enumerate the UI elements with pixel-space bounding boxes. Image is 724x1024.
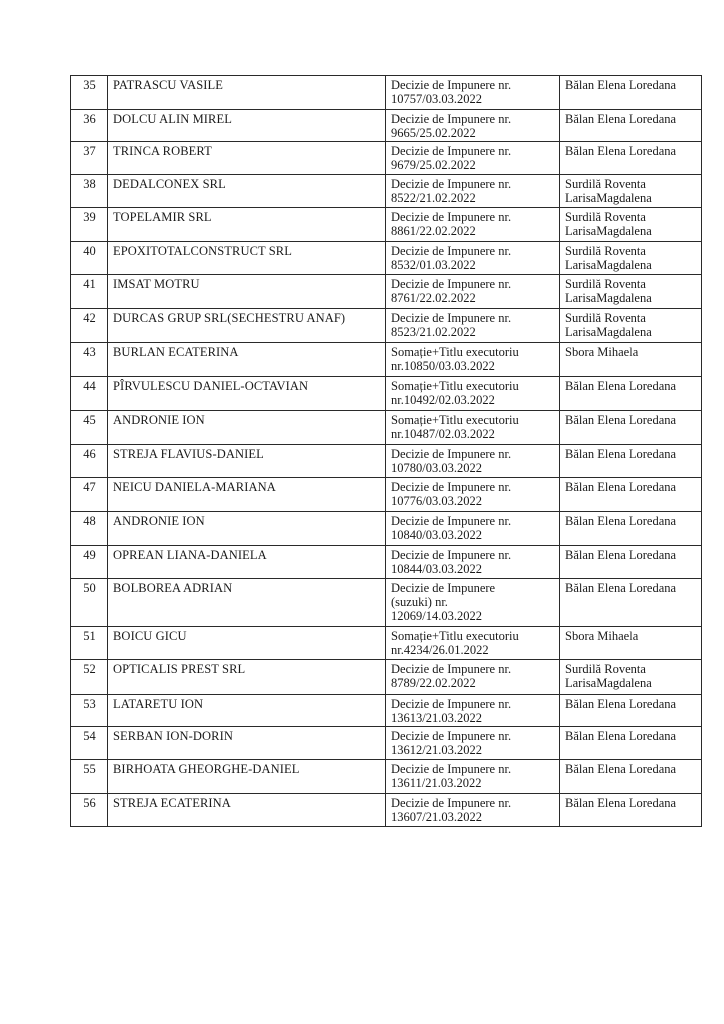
enforcement-act-line: Somație+Titlu executoriu <box>391 345 519 359</box>
enforcement-act <box>386 760 560 794</box>
row-number: 46 <box>71 445 108 478</box>
row-number: 44 <box>71 377 108 411</box>
responsible-officer <box>560 411 702 445</box>
table-row <box>71 579 702 627</box>
table-row <box>71 695 702 727</box>
responsible-officer-line: Magdalena <box>596 291 652 305</box>
responsible-officer-line: Magdalena <box>596 224 652 238</box>
responsible-officer-line: Bălan Elena Loredana <box>565 447 677 461</box>
responsible-officer-line: Surdilă Roventa Larisa <box>565 210 646 238</box>
row-number: 45 <box>71 411 108 445</box>
responsible-officer-line: Bălan Elena Loredana <box>565 581 677 595</box>
table-row <box>71 627 702 660</box>
enforcement-act <box>386 275 560 309</box>
responsible-officer <box>560 377 702 411</box>
responsible-officer <box>560 445 702 478</box>
row-number: 52 <box>71 660 108 695</box>
responsible-officer <box>560 727 702 760</box>
enforcement-act-line: 13613/21.03.2022 <box>391 711 482 725</box>
table-row <box>71 377 702 411</box>
responsible-officer-line: Magdalena <box>596 191 652 205</box>
taxpayer-name: BOICU GICU <box>108 627 386 660</box>
enforcement-act-line: Somație+Titlu executoriu <box>391 629 519 643</box>
responsible-officer <box>560 208 702 242</box>
table-row <box>71 512 702 546</box>
row-number: 54 <box>71 727 108 760</box>
table-row <box>71 727 702 760</box>
enforcement-act <box>386 695 560 727</box>
enforcement-act-line: 8522/21.02.2022 <box>391 191 476 205</box>
enforcement-act-line: 10776/03.03.2022 <box>391 494 482 508</box>
responsible-officer-line: Bălan Elena Loredana <box>565 379 677 393</box>
enforcement-act <box>386 579 560 627</box>
taxpayer-name: OPTICALIS PREST SRL <box>108 660 386 695</box>
taxpayer-name: DOLCU ALIN MIREL <box>108 110 386 142</box>
responsible-officer-line: Surdilă Roventa Larisa <box>565 177 646 205</box>
table-row <box>71 794 702 827</box>
taxpayer-name: BIRHOATA GHEORGHE-DANIEL <box>108 760 386 794</box>
row-number: 56 <box>71 794 108 827</box>
responsible-officer-line: Sbora Mihaela <box>565 345 639 359</box>
records-table <box>70 75 702 827</box>
enforcement-act <box>386 660 560 695</box>
responsible-officer-line: Bălan Elena Loredana <box>565 514 677 528</box>
responsible-officer <box>560 627 702 660</box>
table-row <box>71 309 702 343</box>
responsible-officer-line: Surdilă Roventa Larisa <box>565 277 646 305</box>
document-page <box>70 75 702 827</box>
row-number: 55 <box>71 760 108 794</box>
responsible-officer-line: Bălan Elena Loredana <box>565 729 677 743</box>
enforcement-act <box>386 727 560 760</box>
enforcement-act-line: Somație+Titlu executoriu <box>391 379 519 393</box>
enforcement-act <box>386 76 560 110</box>
enforcement-act-line: 12069/14.03.2022 <box>391 609 482 623</box>
enforcement-act-line: 8532/01.03.2022 <box>391 258 476 272</box>
row-number: 35 <box>71 76 108 110</box>
enforcement-act-line: 8789/22.02.2022 <box>391 676 476 690</box>
enforcement-act-line: 10840/03.03.2022 <box>391 528 482 542</box>
responsible-officer <box>560 546 702 579</box>
responsible-officer <box>560 760 702 794</box>
enforcement-act <box>386 242 560 275</box>
enforcement-act-line: nr.10850/03.03.2022 <box>391 359 495 373</box>
enforcement-act-line: 10780/03.03.2022 <box>391 461 482 475</box>
responsible-officer-line: Bălan Elena Loredana <box>565 144 677 158</box>
row-number: 48 <box>71 512 108 546</box>
taxpayer-name: SERBAN ION-DORIN <box>108 727 386 760</box>
taxpayer-name: IMSAT MOTRU <box>108 275 386 309</box>
taxpayer-name: PÎRVULESCU DANIEL-OCTAVIAN <box>108 377 386 411</box>
responsible-officer <box>560 242 702 275</box>
responsible-officer-line: Surdilă Roventa Larisa <box>565 311 646 339</box>
responsible-officer <box>560 660 702 695</box>
responsible-officer-line: Bălan Elena Loredana <box>565 78 677 92</box>
enforcement-act <box>386 478 560 512</box>
enforcement-act-line: nr.10487/02.03.2022 <box>391 427 495 441</box>
row-number: 39 <box>71 208 108 242</box>
enforcement-act-line: 9665/25.02.2022 <box>391 126 476 140</box>
enforcement-act-line: Decizie de Impunere nr. <box>391 480 512 494</box>
enforcement-act-line: Decizie de Impunere nr. <box>391 514 512 528</box>
enforcement-act-line: 8761/22.02.2022 <box>391 291 476 305</box>
enforcement-act <box>386 142 560 175</box>
enforcement-act-line: Decizie de Impunere nr. <box>391 662 512 676</box>
responsible-officer-line: Magdalena <box>596 258 652 272</box>
row-number: 40 <box>71 242 108 275</box>
responsible-officer <box>560 794 702 827</box>
table-row <box>71 546 702 579</box>
taxpayer-name: BOLBOREA ADRIAN <box>108 579 386 627</box>
responsible-officer <box>560 343 702 377</box>
table-row <box>71 660 702 695</box>
enforcement-act-line: Decizie de Impunere <box>391 581 496 595</box>
enforcement-act-line: Decizie de Impunere nr. <box>391 244 512 258</box>
enforcement-act-line: Decizie de Impunere nr. <box>391 697 512 711</box>
enforcement-act-line: Decizie de Impunere nr. <box>391 177 512 191</box>
enforcement-act <box>386 512 560 546</box>
responsible-officer-line: Bălan Elena Loredana <box>565 762 677 776</box>
enforcement-act-line: Decizie de Impunere nr. <box>391 112 512 126</box>
enforcement-act-line: nr.4234/26.01.2022 <box>391 643 489 657</box>
row-number: 41 <box>71 275 108 309</box>
enforcement-act <box>386 110 560 142</box>
enforcement-act <box>386 445 560 478</box>
table-row <box>71 208 702 242</box>
responsible-officer-line: Bălan Elena Loredana <box>565 413 677 427</box>
taxpayer-name: ANDRONIE ION <box>108 512 386 546</box>
row-number: 51 <box>71 627 108 660</box>
enforcement-act <box>386 627 560 660</box>
table-row <box>71 175 702 208</box>
enforcement-act <box>386 377 560 411</box>
responsible-officer-line: Sbora Mihaela <box>565 629 639 643</box>
enforcement-act-line: 13607/21.03.2022 <box>391 810 482 824</box>
row-number: 43 <box>71 343 108 377</box>
taxpayer-name: NEICU DANIELA-MARIANA <box>108 478 386 512</box>
responsible-officer <box>560 695 702 727</box>
enforcement-act-line: Decizie de Impunere nr. <box>391 144 512 158</box>
responsible-officer <box>560 110 702 142</box>
table-row <box>71 760 702 794</box>
row-number: 53 <box>71 695 108 727</box>
responsible-officer-line: Magdalena <box>596 325 652 339</box>
row-number: 37 <box>71 142 108 175</box>
responsible-officer <box>560 512 702 546</box>
enforcement-act-line: 9679/25.02.2022 <box>391 158 476 172</box>
taxpayer-name: STREJA ECATERINA <box>108 794 386 827</box>
records-table-body <box>71 76 702 827</box>
table-row <box>71 478 702 512</box>
enforcement-act-line: Decizie de Impunere nr. <box>391 78 512 92</box>
enforcement-act-line: Decizie de Impunere nr. <box>391 447 512 461</box>
enforcement-act-line: 13611/21.03.2022 <box>391 776 482 790</box>
enforcement-act <box>386 343 560 377</box>
responsible-officer-line: Surdilă Roventa Larisa <box>565 244 646 272</box>
enforcement-act <box>386 175 560 208</box>
table-row <box>71 110 702 142</box>
enforcement-act <box>386 309 560 343</box>
table-row <box>71 445 702 478</box>
enforcement-act-line: Decizie de Impunere nr. <box>391 729 512 743</box>
enforcement-act-line: Decizie de Impunere nr. <box>391 796 512 810</box>
enforcement-act <box>386 794 560 827</box>
enforcement-act-line: Decizie de Impunere nr. <box>391 548 512 562</box>
row-number: 50 <box>71 579 108 627</box>
row-number: 49 <box>71 546 108 579</box>
table-row <box>71 275 702 309</box>
responsible-officer <box>560 275 702 309</box>
enforcement-act <box>386 546 560 579</box>
responsible-officer-line: Bălan Elena Loredana <box>565 112 677 126</box>
taxpayer-name: TRINCA ROBERT <box>108 142 386 175</box>
enforcement-act-line: Decizie de Impunere nr. <box>391 311 512 325</box>
responsible-officer-line: Bălan Elena Loredana <box>565 796 677 810</box>
table-row <box>71 242 702 275</box>
enforcement-act-line: Decizie de Impunere nr. <box>391 277 512 291</box>
table-row <box>71 76 702 110</box>
responsible-officer <box>560 478 702 512</box>
enforcement-act <box>386 411 560 445</box>
enforcement-act-line: 10844/03.03.2022 <box>391 562 482 576</box>
enforcement-act-line: Somație+Titlu executoriu <box>391 413 519 427</box>
taxpayer-name: LATARETU ION <box>108 695 386 727</box>
enforcement-act-line: nr.10492/02.03.2022 <box>391 393 495 407</box>
enforcement-act-line: Decizie de Impunere nr. <box>391 210 512 224</box>
taxpayer-name: PATRASCU VASILE <box>108 76 386 110</box>
responsible-officer-line: Bălan Elena Loredana <box>565 480 677 494</box>
responsible-officer-line: Magdalena <box>596 676 652 690</box>
taxpayer-name: ANDRONIE ION <box>108 411 386 445</box>
taxpayer-name: BURLAN ECATERINA <box>108 343 386 377</box>
enforcement-act-line: 8861/22.02.2022 <box>391 224 476 238</box>
taxpayer-name: DURCAS GRUP SRL(SECHESTRU ANAF) <box>108 309 386 343</box>
responsible-officer <box>560 76 702 110</box>
enforcement-act-line: 8523/21.02.2022 <box>391 325 476 339</box>
taxpayer-name: TOPELAMIR SRL <box>108 208 386 242</box>
taxpayer-name: STREJA FLAVIUS-DANIEL <box>108 445 386 478</box>
enforcement-act-line: (suzuki) nr. <box>391 595 448 609</box>
responsible-officer <box>560 309 702 343</box>
taxpayer-name: DEDALCONEX SRL <box>108 175 386 208</box>
table-row <box>71 142 702 175</box>
responsible-officer-line: Surdilă Roventa Larisa <box>565 662 646 690</box>
responsible-officer-line: Bălan Elena Loredana <box>565 548 677 562</box>
responsible-officer <box>560 142 702 175</box>
enforcement-act <box>386 208 560 242</box>
responsible-officer <box>560 175 702 208</box>
row-number: 42 <box>71 309 108 343</box>
taxpayer-name: OPREAN LIANA-DANIELA <box>108 546 386 579</box>
row-number: 38 <box>71 175 108 208</box>
row-number: 36 <box>71 110 108 142</box>
responsible-officer <box>560 579 702 627</box>
enforcement-act-line: 13612/21.03.2022 <box>391 743 482 757</box>
enforcement-act-line: Decizie de Impunere nr. <box>391 762 512 776</box>
table-row <box>71 411 702 445</box>
taxpayer-name: EPOXITOTALCONSTRUCT SRL <box>108 242 386 275</box>
responsible-officer-line: Bălan Elena Loredana <box>565 697 677 711</box>
table-row <box>71 343 702 377</box>
enforcement-act-line: 10757/03.03.2022 <box>391 92 482 106</box>
row-number: 47 <box>71 478 108 512</box>
